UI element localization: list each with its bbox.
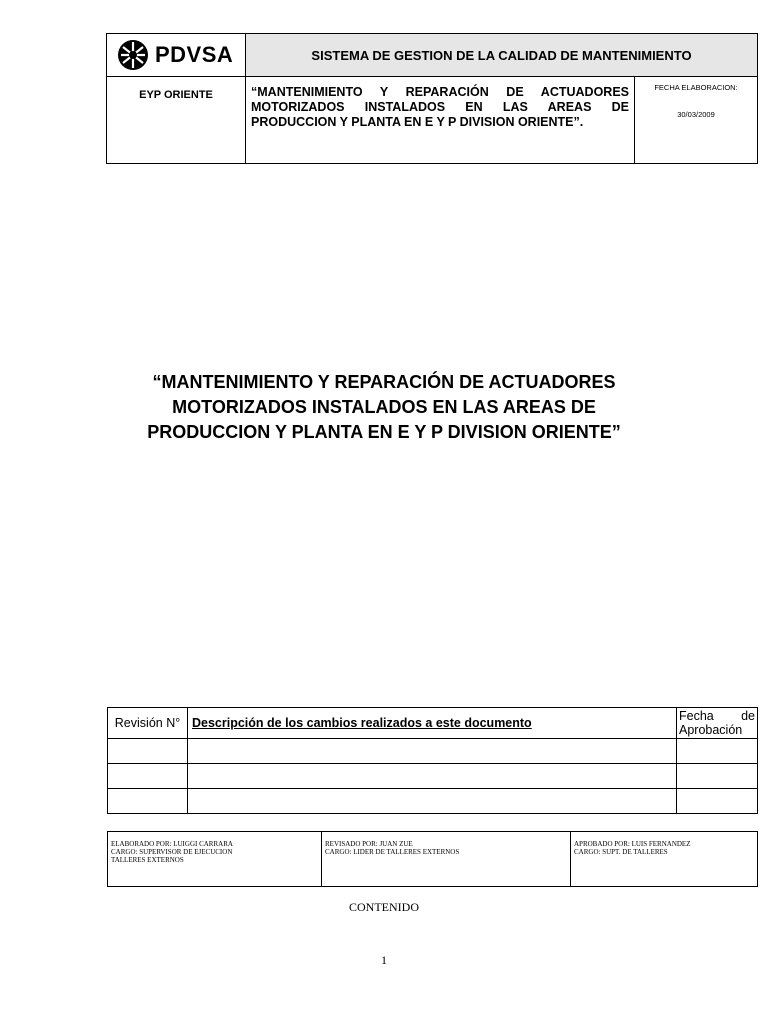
prepared-by-role: CARGO: SUPERVISOR DE EJECUCION: [111, 848, 233, 856]
description-header: Descripción de los cambios realizados a este documento: [188, 708, 677, 739]
page-number: 1: [381, 953, 387, 967]
reviewed-by-role: CARGO: LIDER DE TALLERES EXTERNOS: [325, 848, 460, 856]
table-cell: [188, 739, 677, 764]
date-cell: [635, 77, 758, 164]
system-title: SISTEMA DE GESTION DE LA CALIDAD DE MANTENIMIENTO: [246, 34, 758, 77]
main-title-line: PRODUCCION Y PLANTA EN E Y P DIVISION ORIENTE”: [147, 422, 621, 442]
table-cell: [188, 764, 677, 789]
main-title-line: “MANTENIMIENTO Y REPARACIÓN DE ACTUADORES: [152, 372, 616, 392]
approved-by-role: CARGO: SUPT. DE TALLERES: [574, 848, 668, 856]
prepared-by-role-cont: TALLERES EXTERNOS: [111, 856, 184, 864]
prepared-by-cell: [108, 832, 322, 887]
table-row: [108, 764, 758, 789]
approved-by-cell: [571, 832, 758, 887]
signature-table: [107, 831, 758, 887]
table-row: [108, 789, 758, 814]
unit-label: EYP ORIENTE: [107, 77, 246, 164]
pdvsa-emblem-icon: [117, 39, 149, 71]
table-cell: [677, 739, 758, 764]
revision-table: [107, 707, 758, 814]
approval-date-header: Fecha de Aprobación: [677, 708, 758, 739]
document-header: [106, 33, 758, 164]
table-cell: [677, 789, 758, 814]
contents-heading: CONTENIDO: [349, 900, 419, 914]
logo-text: PDVSA: [155, 42, 234, 67]
table-cell: [677, 764, 758, 789]
prepared-by: ELABORADO POR: LUIGGI CARRARA: [111, 840, 233, 848]
reviewed-by: REVISADO POR: JUAN ZUE: [325, 840, 413, 848]
table-cell: [108, 739, 188, 764]
main-title: [100, 370, 668, 445]
logo-cell: [107, 34, 246, 77]
table-cell: [188, 789, 677, 814]
table-cell: [108, 764, 188, 789]
pdvsa-logo: [107, 34, 245, 76]
date-label: FECHA ELABORACION:: [654, 83, 738, 92]
date-value: 30/03/2009: [677, 110, 715, 119]
table-row: [108, 739, 758, 764]
revision-number-header: Revisión N°: [108, 708, 188, 739]
table-cell: [108, 789, 188, 814]
main-title-line: MOTORIZADOS INSTALADOS EN LAS AREAS DE: [172, 397, 596, 417]
table-header-row: [108, 708, 758, 739]
document-title: “MANTENIMIENTO Y REPARACIÓN DE ACTUADORES MOTORIZADOS INSTALADOS EN LAS AREAS DE PRODUCCION Y PLANTA EN E Y P DIVISION ORIENTE”.: [246, 77, 635, 164]
reviewed-by-cell: [322, 832, 571, 887]
approved-by: APROBADO POR: LUIS FERNANDEZ: [574, 840, 691, 848]
